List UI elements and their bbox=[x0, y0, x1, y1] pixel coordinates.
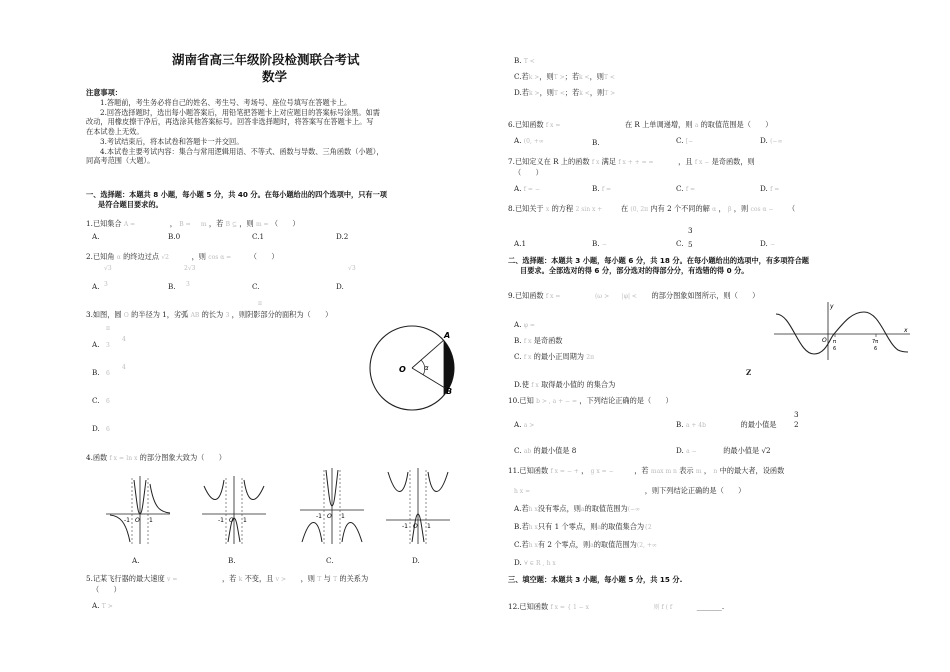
q4-graph-c bbox=[298, 466, 366, 546]
q2-opt-a-den: 3 bbox=[104, 281, 108, 288]
q9-label-7pi-6-den: 6 bbox=[874, 346, 878, 352]
q9-sine-figure bbox=[772, 300, 912, 362]
q4d-curve-right bbox=[428, 472, 448, 492]
q2-option-b: B. bbox=[168, 282, 176, 291]
q4d-tick-neg1: -1 bbox=[402, 523, 408, 530]
q10-option-c: C. ab 的最小值是 8 bbox=[514, 446, 577, 455]
q3-label-alpha: α bbox=[424, 364, 429, 372]
q4c-tick-o: O bbox=[327, 513, 332, 520]
question-8-stem: 8.已知关于 x 的方程 2 sin x + 在 (0, 2π 内有 2 个不同的解 α ， β ，则 cos α − （ bbox=[508, 204, 796, 213]
question-11-stem-2: h x = ，则下列结论正确的是（ ） bbox=[514, 486, 746, 495]
q9-label-y: y bbox=[830, 303, 834, 310]
q2-opt-a-num: √3 bbox=[104, 265, 112, 272]
q9-label-pi-6-num: π bbox=[833, 339, 837, 345]
q5-paren: （ ） bbox=[92, 585, 121, 594]
q3-label-b: B bbox=[446, 387, 453, 396]
q4-graph-d bbox=[384, 466, 452, 546]
q1-option-d: D.2 bbox=[336, 232, 349, 241]
question-12-stem: 12.已知函数 f x = { 1 − x 则 f ( f _______. bbox=[508, 602, 725, 611]
question-6-stem: 6.已知函数 f x = 在 R 上单调递增，则 a 的取值范围是（ ） bbox=[508, 120, 773, 129]
q3-opt-c-den: 6 bbox=[106, 398, 110, 405]
q7-paren: （ ） bbox=[514, 168, 543, 177]
q4-graph-a bbox=[104, 474, 172, 546]
q3-opt-a-den: 3 bbox=[106, 342, 110, 349]
q2-option-a: A. bbox=[92, 282, 100, 291]
q9-label-x: x bbox=[904, 327, 908, 334]
q2-option-d: D. bbox=[336, 282, 344, 291]
q3-option-c: C. bbox=[92, 396, 100, 405]
notice-list bbox=[86, 98, 476, 166]
q8-option-d: D. − bbox=[760, 239, 776, 248]
q4a-tick-1: 1 bbox=[149, 517, 153, 524]
q3-option-a: A. bbox=[92, 340, 100, 349]
q2-opt-b-num: 2√3 bbox=[184, 265, 196, 272]
q7-option-b: B. f = bbox=[592, 184, 612, 193]
q4-label-d: D. bbox=[412, 556, 420, 565]
section2-line2: 目要求。全部选对的得 6 分，部分选对的得部分分，有选错的得 0 分。 bbox=[520, 266, 749, 275]
q2-option-c: C. bbox=[252, 282, 260, 291]
notice-item: 同高考范围（大题）。 bbox=[86, 156, 155, 166]
notice-item: 4.本试卷主要考试内容：集合与常用逻辑用语、不等式、函数与导数、三角函数（小题）， bbox=[100, 146, 384, 156]
q4b-curve-right bbox=[244, 480, 264, 500]
q4b-tick-neg1: -1 bbox=[218, 517, 224, 524]
section1-line2: 是符合题目要求的。 bbox=[98, 200, 163, 209]
section1-line1: 一、选择题：本题共 8 小题，每小题 5 分，共 40 分。在每小题给出的四个选项中，只有一项 bbox=[86, 190, 387, 199]
q3-option-b: B. bbox=[92, 368, 100, 377]
question-11-stem: 11.已知函数 f x = − + ， g x = − ，若 max m n 表示 m ， n 中的最大者，设函数 bbox=[508, 466, 785, 475]
q3-label-a: A bbox=[444, 331, 451, 340]
q4d-curve-left bbox=[388, 472, 408, 492]
q10-opt-b-den: 2 bbox=[794, 420, 799, 429]
question-1-stem: 1.已知集合 A = ， B = m ，若 B ⊆ ，则 m = （ ） bbox=[86, 219, 300, 228]
question-5-stem: 5.记某飞行器的最大速度 v = ，若 k 不变，且 v > ，则 T 与 T 的关系为 bbox=[86, 574, 369, 583]
notice-heading: 注意事项： bbox=[86, 88, 122, 97]
q3-opt-b-r: 4 bbox=[122, 364, 126, 371]
q9-option-b: B. f x 是奇函数 bbox=[514, 336, 563, 345]
question-9-stem: 9.已知函数 f x = (ω > |φ| < 的部分图象如图所示，则（ ） bbox=[508, 291, 760, 300]
q4c-tick-neg1: -1 bbox=[316, 513, 322, 520]
exam-title: 湖南省高三年级阶段检测联合考试 bbox=[172, 52, 360, 67]
q4-label-c: C. bbox=[326, 556, 334, 565]
q3-option-d: D. bbox=[92, 424, 100, 433]
q4d-tick-o: O bbox=[413, 523, 418, 530]
q4d-tick-1: 1 bbox=[427, 523, 431, 530]
q3-arc-num: π bbox=[258, 300, 262, 307]
q5-option-c: C.若k >，则T >；若k <，则T < bbox=[514, 72, 615, 81]
q6-option-d: D. (−∞ bbox=[760, 136, 783, 145]
q8-option-b: B. − bbox=[592, 239, 607, 248]
exam-subject: 数学 bbox=[262, 69, 288, 84]
q2-opt-d-num: √3 bbox=[348, 265, 356, 272]
q6-option-a: A. (0, +∞ bbox=[514, 136, 544, 145]
q3-opt-pi: π bbox=[106, 325, 110, 332]
question-2-stem: 2.已知角 α 的终边过点 √2 ，则 cos α = （ ） bbox=[86, 252, 279, 261]
question-10-stem: 10.已知 b > , a + − = ，下列结论正确的是（ ） bbox=[508, 396, 673, 405]
q4a-tick-o: O bbox=[135, 517, 140, 524]
question-4-stem: 4.函数 f x = ln x 的部分图象大致为（ ） bbox=[86, 453, 226, 462]
q3-opt-b-den: 6 bbox=[106, 370, 110, 377]
q9-option-d: D.使 f x 取得最小值的 的集合为 bbox=[514, 380, 616, 389]
q9-label-7pi-6-num: 7π bbox=[872, 339, 879, 345]
q1-option-c: C.1 bbox=[252, 232, 265, 241]
q3-label-o: O bbox=[399, 365, 406, 374]
right-column bbox=[508, 0, 908, 672]
q5-option-d: D.若k >，则T <；若k <，则T > bbox=[514, 88, 616, 97]
q6-option-c: C. [− bbox=[676, 136, 694, 145]
q4c-curve-left bbox=[302, 523, 322, 543]
q9-opt-d-z: Z bbox=[746, 368, 752, 377]
q4a-tick-neg1: -1 bbox=[124, 517, 130, 524]
q9-label-pi-6-den: 6 bbox=[833, 346, 837, 352]
q4-label-b: B. bbox=[228, 556, 236, 565]
q11-option-c: C.若h x有 2 个零点，则a的取值范围为(2, +∞ bbox=[514, 540, 657, 549]
notice-item: 3.考试结束后，将本试卷和答题卡一并交回。 bbox=[100, 136, 244, 146]
q10-option-a: A. a > bbox=[514, 420, 535, 429]
q10-opt-b-num: 3 bbox=[794, 410, 799, 419]
question-7-stem: 7.已知定义在 R 上的函数 f x 满足 f x + + = = ，且 f x − 是奇函数，则 bbox=[508, 157, 755, 166]
section3-line1: 三、填空题：本题共 3 小题，每小题 5 分，共 15 分. bbox=[508, 575, 683, 584]
q9-option-c: C. f x 的最小正周期为 2π bbox=[514, 352, 595, 361]
q1-option-b: B.0 bbox=[168, 232, 181, 241]
q3-circle-figure bbox=[366, 318, 462, 414]
q4b-tick-1: 1 bbox=[243, 517, 247, 524]
q4c-tick-1: 1 bbox=[341, 513, 345, 520]
notice-item: 2.回答选择题时，选出每小题答案后，用铅笔把答题卡上对应题目的答案标号涂黑。如需 bbox=[100, 107, 380, 117]
notice-item: 1.答题前，考生务必将自己的姓名、考生号、考场号、座位号填写在答题卡上。 bbox=[100, 98, 352, 107]
q1-option-a: A. bbox=[92, 232, 100, 241]
q8-opt-c-num: 3 bbox=[688, 226, 693, 235]
q10-option-b: B. a + 4b 的最小值是 bbox=[676, 420, 777, 429]
q4b-tick-o: O bbox=[229, 517, 234, 524]
q4c-curve-right bbox=[342, 523, 362, 543]
q3-opt-d-den: 6 bbox=[106, 426, 110, 433]
q8-option-a: A.1 bbox=[514, 239, 527, 248]
left-column bbox=[86, 0, 476, 672]
q7-option-d: D. f = bbox=[760, 184, 780, 193]
q9-option-a: A. φ = bbox=[514, 320, 535, 329]
q11-option-d: D. ∀ ∈ R , h x bbox=[514, 558, 556, 567]
q7-option-a: A. f = − bbox=[514, 184, 540, 193]
q8-option-c: C. bbox=[676, 239, 684, 248]
section2-line1: 二、选择题：本题共 3 小题，每小题 6 分，共 18 分。在每小题给出的选项中，有多项符合题 bbox=[508, 256, 809, 265]
q4b-curve-left bbox=[204, 480, 224, 500]
q2-opt-b-den: 3 bbox=[186, 281, 190, 288]
q8-opt-c-den: 5 bbox=[688, 240, 693, 249]
q5-option-b: B. T < bbox=[514, 56, 535, 65]
q7-option-c: C. f = bbox=[676, 184, 695, 193]
q3-opt-a-r: 4 bbox=[122, 336, 126, 343]
q4-graph-b bbox=[200, 474, 268, 546]
notice-item: 在本试卷上无效。 bbox=[86, 127, 144, 137]
notice-item: 改动，用橡皮擦干净后，再选涂其他答案标号。回答非选择题时，将答案写在答题卡上。写 bbox=[86, 117, 374, 127]
q11-option-b: B.若h x只有 1 个零点，则a的取值集合为{2 bbox=[514, 522, 652, 531]
q5-option-a: A. T > bbox=[92, 601, 113, 610]
q10-option-d: D. a − 的最小值是 √2 bbox=[676, 446, 771, 455]
q11-option-a: A.若h x没有零点，则a的取值范围为(−∞ bbox=[514, 504, 641, 513]
q9-label-o: O bbox=[822, 337, 827, 344]
q9-sine-curve bbox=[776, 312, 908, 354]
q6-option-b: B. bbox=[592, 138, 600, 147]
question-3-stem: 3.如图，圆 O 的半径为 1，劣弧 AB 的长为 3 ，则阴影部分的面积为（ ） bbox=[86, 310, 333, 319]
q4a-curve-right bbox=[150, 484, 170, 513]
q4-label-a: A. bbox=[132, 556, 140, 565]
